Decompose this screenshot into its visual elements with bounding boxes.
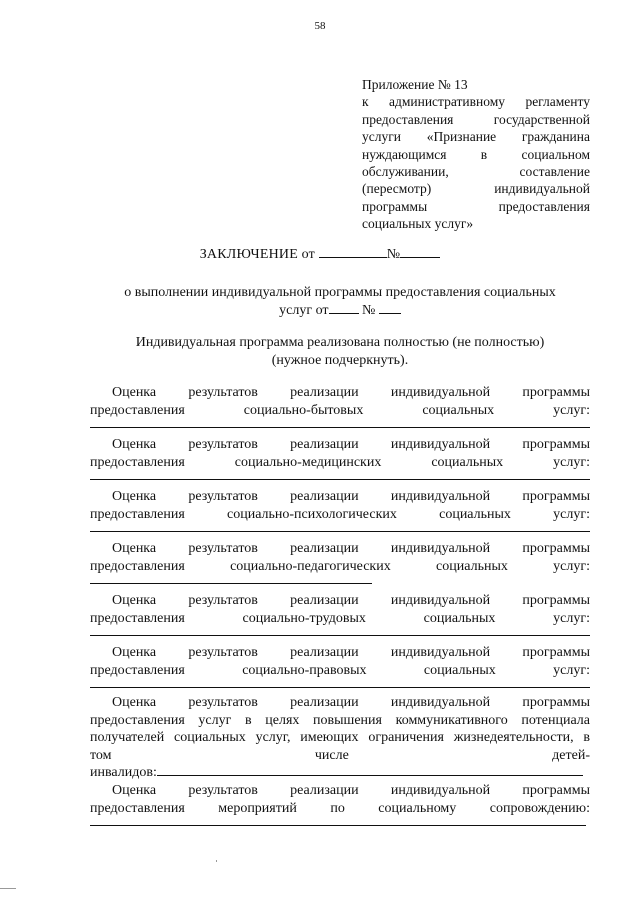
assessment-communicative-potential — [90, 694, 590, 782]
assessment-line: Оценка результатов реализации индивидуальной программы — [112, 783, 590, 798]
appendix-line: социальных услуг» — [362, 216, 474, 232]
title-prefix: ЗАКЛЮЧЕНИЕ от — [199, 247, 315, 262]
assessment-line-prefix: инвалидов: — [90, 765, 157, 780]
assessment-line: предоставления социально-бытовых социальных услуг: — [90, 402, 590, 418]
assessment-line: предоставления социально-психологических социальных услуг: — [90, 506, 590, 522]
assessment-line: Оценка результатов реализации индивидуальной программы — [112, 645, 590, 660]
assessment-line: Оценка результатов реализации индивидуальной программы — [112, 437, 590, 452]
assessment-social-household — [90, 384, 590, 428]
assessment-social-support — [90, 782, 590, 826]
status-line: (нужное подчеркнуть). — [271, 353, 409, 368]
appendix-line: обслуживании, составление — [362, 164, 590, 180]
page-number: 58 — [314, 20, 326, 32]
program-status — [90, 334, 590, 370]
answer-line — [90, 479, 590, 480]
answer-blank — [157, 775, 583, 776]
assessment-line: предоставления услуг в целях повышения коммуникативного потенциала — [90, 712, 590, 728]
answer-line — [90, 583, 372, 584]
assessment-line: предоставления социально-медицинских социальных услуг: — [90, 454, 590, 470]
answer-line — [90, 531, 590, 532]
assessment-social-psychological — [90, 488, 590, 532]
appendix-block — [362, 76, 590, 233]
appendix-line: к административному регламенту — [362, 94, 590, 110]
appendix-line: Приложение № 13 — [362, 77, 468, 92]
assessment-line — [90, 764, 590, 782]
scan-mark — [216, 860, 217, 862]
assessment-social-legal — [90, 644, 590, 688]
assessment-line: предоставления социально-трудовых социальных услуг: — [90, 610, 590, 626]
subtitle-line: о выполнении индивидуальной программы предоставления социальных — [124, 285, 556, 300]
answer-line — [90, 635, 590, 636]
title-number-sign: № — [386, 247, 401, 262]
assessment-line: том числе детей- — [90, 747, 590, 763]
status-line: Индивидуальная программа реализована полностью (не полностью) — [135, 335, 545, 350]
appendix-line: нуждающимся в социальном — [362, 146, 590, 162]
appendix-line: (пересмотр) индивидуальной — [362, 181, 590, 197]
assessment-line: предоставления социально-правовых социальных услуг: — [90, 662, 590, 678]
answer-line — [90, 825, 586, 826]
assessment-line: Оценка результатов реализации индивидуальной программы — [112, 489, 590, 504]
subtitle-prefix: услуг от — [279, 303, 329, 318]
date-blank — [329, 313, 359, 314]
assessment-line: Оценка результатов реализации индивидуальной программы — [112, 541, 590, 556]
appendix-line: программы предоставления — [362, 198, 590, 214]
assessment-line: предоставления мероприятий по социальному сопровождению: — [90, 800, 590, 816]
date-blank — [319, 257, 387, 258]
scan-mark — [0, 888, 16, 889]
subtitle-line-2 — [90, 302, 590, 320]
assessment-social-medical — [90, 436, 590, 480]
assessment-line: предоставления социально-педагогических социальных услуг: — [90, 558, 590, 574]
assessment-line: Оценка результатов реализации индивидуальной программы — [112, 593, 590, 608]
number-blank — [400, 257, 440, 258]
document-subtitle — [90, 284, 590, 320]
assessment-line: Оценка результатов реализации индивидуальной программы — [112, 695, 590, 710]
appendix-line: предоставления государственной — [362, 111, 590, 127]
subtitle-number-sign: № — [362, 303, 376, 318]
appendix-line: услуги «Признание гражданина — [362, 129, 590, 145]
assessment-line: Оценка результатов реализации индивидуальной программы — [112, 385, 590, 400]
assessment-social-labor — [90, 592, 590, 636]
assessment-line: получателей социальных услуг, имеющих ограничения жизнедеятельности, в — [90, 730, 590, 745]
answer-line — [90, 427, 590, 428]
answer-line — [90, 687, 590, 688]
assessment-social-pedagogical — [90, 540, 590, 584]
document-title — [0, 247, 640, 263]
number-blank — [379, 313, 401, 314]
